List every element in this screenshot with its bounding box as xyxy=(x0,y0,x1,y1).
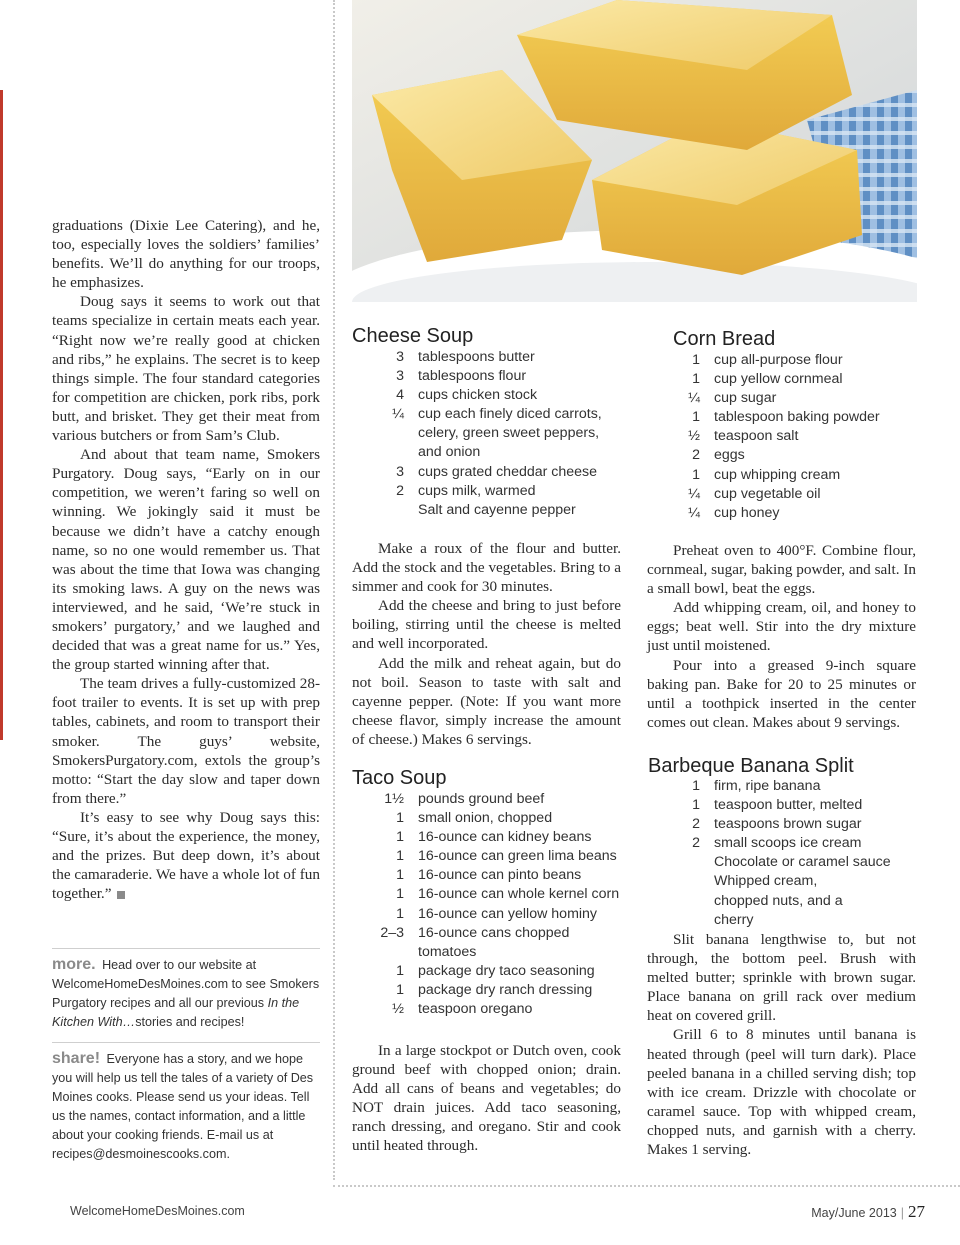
ingredient-text: 16-ounce can pinto beans xyxy=(418,867,582,884)
direction-paragraph: Grill 6 to 8 minutes until banana is heated through (peel will turn dark). Place peeled banana in a chilled serving dish; top with ice cream. Drizzle with chocolate or caramel sauce. Top with whipped cream, chopped nuts, and garnish with a cherry. Makes 1 serving. xyxy=(647,1026,916,1159)
article-paragraph: And about that team name, Smokers Purgatory. Doug says, “Early on in our competition, we weren’t faring so well on winning. We jokingly said it must be because we didn’t have a catchy enough name, so no one would remember us. That was about the time that Iowa was changing its smoking laws. A guy on the news was interviewed, and he said, ‘We’re stuck in smokers’ purgatory,’ and we laughed and decided that was a great name for us.” Yes, the group started winning after that. xyxy=(52,446,320,674)
more-box xyxy=(52,948,320,1032)
ingredient-row xyxy=(648,389,918,408)
ingredient-text: Chocolate or caramel sauce xyxy=(714,854,891,871)
ingredient-text: 16-ounce can whole kernel corn xyxy=(418,886,620,903)
ingredient-row xyxy=(352,905,622,924)
ingredient-qty: ½ xyxy=(688,428,700,445)
ingredient-text: cup each finely diced carrots, celery, green sweet peppers, and onion xyxy=(418,406,602,461)
ingredient-qty: 1½ xyxy=(384,791,404,807)
ingredient-text: Whipped cream, chopped nuts, and a cherry xyxy=(714,873,843,928)
ingredient-qty: 1 xyxy=(396,905,404,922)
more-keyword: more. xyxy=(52,956,96,973)
ingredient-text: package dry taco seasoning xyxy=(418,962,595,979)
ingredient-text: tablespoons butter xyxy=(418,349,535,365)
ingredient-row xyxy=(648,370,918,389)
ingredient-qty: 1 xyxy=(396,886,404,903)
taco-soup-ingredients xyxy=(352,790,622,1019)
ingredient-row xyxy=(648,351,918,370)
ingredient-qty xyxy=(648,853,714,872)
footer-separator: | xyxy=(900,1206,904,1220)
ingredient-text: eggs xyxy=(714,447,745,464)
corn-bread-illustration xyxy=(352,0,917,302)
ingredient-qty: 1 xyxy=(396,810,404,827)
direction-paragraph: Make a roux of the flour and butter. Add the stock and the vegetables. Bring to a simmer and cook for 30 minutes. xyxy=(352,540,621,596)
share-text: Everyone has a story, and we hope you will help us tell the tales of a variety of Des Moines cooks. Please send us your ideas. Tell us the names, contact information, and a little about your cooking friends. E-mail us at recipes@desmoinescooks.com. xyxy=(52,1052,314,1162)
article-paragraph xyxy=(52,808,320,903)
ingredient-qty: ½ xyxy=(392,1001,404,1018)
ingredient-qty: 1 xyxy=(692,778,700,794)
ingredient-row xyxy=(352,885,622,904)
article-paragraph: Doug says it seems to work out that teams specialize in certain meats each year. “Right now we’re really good at chicken and ribs,” he explains. The secret is to keep things simple. The four standard categories for competition are chicken, pork ribs, pork butt, and brisket. They get their meat from various butchers or from Sam’s Club. xyxy=(52,293,320,445)
ingredient-row xyxy=(648,408,918,427)
ingredient-text: cup whipping cream xyxy=(714,466,841,483)
ingredient-row xyxy=(352,809,622,828)
ingredient-row xyxy=(648,796,918,815)
ingredient-qty: 1 xyxy=(692,466,700,483)
ingredient-row xyxy=(352,1000,622,1019)
end-mark-icon xyxy=(117,891,125,899)
footer-website: WelcomeHomeDesMoines.com xyxy=(70,1204,245,1218)
more-tail: stories and recipes! xyxy=(135,1015,245,1030)
share-keyword: share! xyxy=(52,1050,101,1067)
ingredient-text: 16-ounce can green lima beans xyxy=(418,848,617,865)
ingredient-text: firm, ripe banana xyxy=(714,778,821,794)
ingredient-qty xyxy=(352,501,418,520)
ingredient-row xyxy=(648,777,918,796)
ingredient-qty: 2 xyxy=(396,482,404,499)
ingredient-row xyxy=(648,815,918,834)
ingredient-text: cups milk, warmed xyxy=(418,482,536,499)
direction-paragraph: Slit banana lengthwise to, but not through, the bottom peel. Brush with melted butter; sprinkle with brown sugar. Place banana on grill rack over medium heat on covered grill. xyxy=(647,931,916,1025)
ingredient-row xyxy=(648,853,918,872)
ingredient-qty: ¼ xyxy=(688,504,700,521)
ingredient-row xyxy=(352,367,622,386)
ingredient-text: small scoops ice cream xyxy=(714,835,862,852)
ingredient-row xyxy=(352,828,622,847)
ingredient-qty: 2 xyxy=(692,835,700,852)
ingredient-qty: ¼ xyxy=(392,406,404,423)
footer-divider xyxy=(333,1185,960,1187)
ingredient-text: cups chicken stock xyxy=(418,387,538,404)
article-paragraph: graduations (Dixie Lee Catering), and he, too, especially loves the soldiers’ families’ benefits. We’ll do anything for our troops, he emphasizes. xyxy=(52,217,320,292)
ingredient-text: small onion, chopped xyxy=(418,810,553,827)
direction-paragraph: Add the cheese and bring to just before boiling, stirring until the cheese is melted and well incorporated. xyxy=(352,597,621,653)
ingredient-row xyxy=(648,834,918,853)
direction-paragraph: Add whipping cream, oil, and honey to eggs; beat well. Stir into the dry mixture just until moistened. xyxy=(647,599,916,655)
more-text: Head over to our website at WelcomeHomeDesMoines.com to see Smokers Purgatory recipes and all our previous xyxy=(52,958,320,1011)
corn-bread-photo xyxy=(352,0,917,302)
ingredient-row xyxy=(352,386,622,405)
ingredient-row xyxy=(648,446,918,465)
ingredient-text: tablespoons flour xyxy=(418,368,527,385)
ingredient-qty: 1 xyxy=(396,981,404,998)
column-divider xyxy=(333,0,335,1180)
ingredient-qty: 3 xyxy=(396,368,404,385)
ingredient-row xyxy=(352,962,622,981)
edge-accent-bar xyxy=(0,90,3,740)
banana-split-directions xyxy=(647,930,916,1159)
direction-paragraph: Pour into a greased 9-inch square baking pan. Bake for 20 to 25 minutes or until a toothpick inserted in the center comes out clean. Makes about 9 servings. xyxy=(647,656,916,731)
ingredient-qty: 2 xyxy=(692,816,700,833)
ingredient-text: 16-ounce cans chopped tomatoes xyxy=(418,924,570,960)
ingredient-text: cup honey xyxy=(714,504,780,521)
article-column xyxy=(52,216,320,903)
direction-paragraph: Add the milk and reheat again, but do not boil. Season to taste with salt and cayenne pepper. (Note: If you want more cheese flavor, simply increase the amount of cheese.) Makes 6 servings. xyxy=(352,654,621,748)
ingredient-text: 16-ounce can yellow hominy xyxy=(418,905,598,922)
ingredient-text: tablespoon baking powder xyxy=(714,409,880,426)
ingredient-row xyxy=(352,790,622,809)
ingredient-qty: 1 xyxy=(396,829,404,846)
direction-paragraph: In a large stockpot or Dutch oven, cook ground beef with chopped onion; drain. Add all cans of beans and vegetables; do NOT drain juices. Add taco seasoning, ranch dressing, and oregano. Stir and cook until heated through. xyxy=(352,1042,621,1155)
ingredient-text: cup sugar xyxy=(714,390,777,407)
ingredient-row xyxy=(352,482,622,501)
footer-issue: May/June 2013 xyxy=(811,1206,897,1220)
ingredient-qty: 3 xyxy=(396,349,404,365)
ingredient-row xyxy=(648,504,918,523)
ingredient-qty: 3 xyxy=(396,463,404,480)
ingredient-row xyxy=(352,348,622,367)
page-number: 27 xyxy=(908,1202,925,1221)
taco-soup-title: Taco Soup xyxy=(352,767,447,789)
ingredient-row xyxy=(648,466,918,485)
taco-soup-directions xyxy=(352,1041,621,1156)
footer-page-info xyxy=(811,1202,925,1222)
ingredient-text: teaspoons brown sugar xyxy=(714,816,862,833)
more-italic: In the Kitchen With… xyxy=(52,996,300,1030)
article-paragraph: The team drives a fully-customized 28-foot trailer to events. It is set up with prep tables, cabinets, and room to transport their smoker. The guys’ website, SmokersPurgatory.com, extols the group’s motto: “Start the day slow and taper down from there.” xyxy=(52,675,320,807)
ingredient-text: Salt and cayenne pepper xyxy=(418,501,576,518)
ingredient-text: teaspoon salt xyxy=(714,428,799,445)
ingredient-row xyxy=(352,463,622,482)
corn-bread-title: Corn Bread xyxy=(673,328,776,350)
ingredient-row xyxy=(352,866,622,885)
ingredient-row xyxy=(352,924,622,962)
ingredient-row xyxy=(648,485,918,504)
ingredient-text: package dry ranch dressing xyxy=(418,981,593,998)
ingredient-text: pounds ground beef xyxy=(418,791,545,807)
direction-paragraph: Preheat oven to 400°F. Combine flour, cornmeal, sugar, baking powder, and salt. In a small bowl, beat the eggs. xyxy=(647,542,916,598)
ingredient-qty: 1 xyxy=(692,409,700,426)
ingredient-row xyxy=(352,405,622,462)
banana-split-ingredients xyxy=(648,777,918,930)
ingredient-row xyxy=(352,981,622,1000)
ingredient-qty: ¼ xyxy=(688,485,700,502)
ingredient-row xyxy=(352,501,622,520)
ingredient-text: cup vegetable oil xyxy=(714,485,821,502)
ingredient-text: cups grated cheddar cheese xyxy=(418,463,598,480)
cheese-soup-title: Cheese Soup xyxy=(352,325,474,347)
ingredient-qty: 2–3 xyxy=(380,924,404,941)
ingredient-text: teaspoon oregano xyxy=(418,1001,533,1018)
ingredient-text: teaspoon butter, melted xyxy=(714,797,863,814)
ingredient-qty: 1 xyxy=(396,867,404,884)
ingredient-qty: 1 xyxy=(692,371,700,388)
article-paragraph-text: It’s easy to see why Doug says this: “Sure, it’s about the experience, the money, and the prizes. But deep down, it’s about the camaraderie. We have a whole lot of fun together.” xyxy=(52,808,320,903)
ingredient-qty: 4 xyxy=(396,387,404,404)
ingredient-row xyxy=(352,847,622,866)
ingredient-row xyxy=(648,872,918,929)
ingredient-qty: 1 xyxy=(692,797,700,814)
cheese-soup-directions xyxy=(352,539,621,749)
ingredient-text: cup all-purpose flour xyxy=(714,352,843,368)
ingredient-qty: ¼ xyxy=(688,390,700,407)
ingredient-qty xyxy=(648,872,714,929)
ingredient-qty: 1 xyxy=(396,962,404,979)
ingredient-row xyxy=(648,427,918,446)
ingredient-text: cup yellow cornmeal xyxy=(714,371,843,388)
ingredient-qty: 2 xyxy=(692,447,700,464)
corn-bread-ingredients xyxy=(648,351,918,523)
ingredient-qty: 1 xyxy=(396,848,404,865)
banana-split-title: Barbeque Banana Split xyxy=(648,755,854,777)
cheese-soup-ingredients xyxy=(352,348,622,520)
ingredient-text: 16-ounce can kidney beans xyxy=(418,829,592,846)
corn-bread-directions xyxy=(647,541,916,732)
ingredient-qty: 1 xyxy=(692,352,700,368)
share-box xyxy=(52,1042,320,1165)
